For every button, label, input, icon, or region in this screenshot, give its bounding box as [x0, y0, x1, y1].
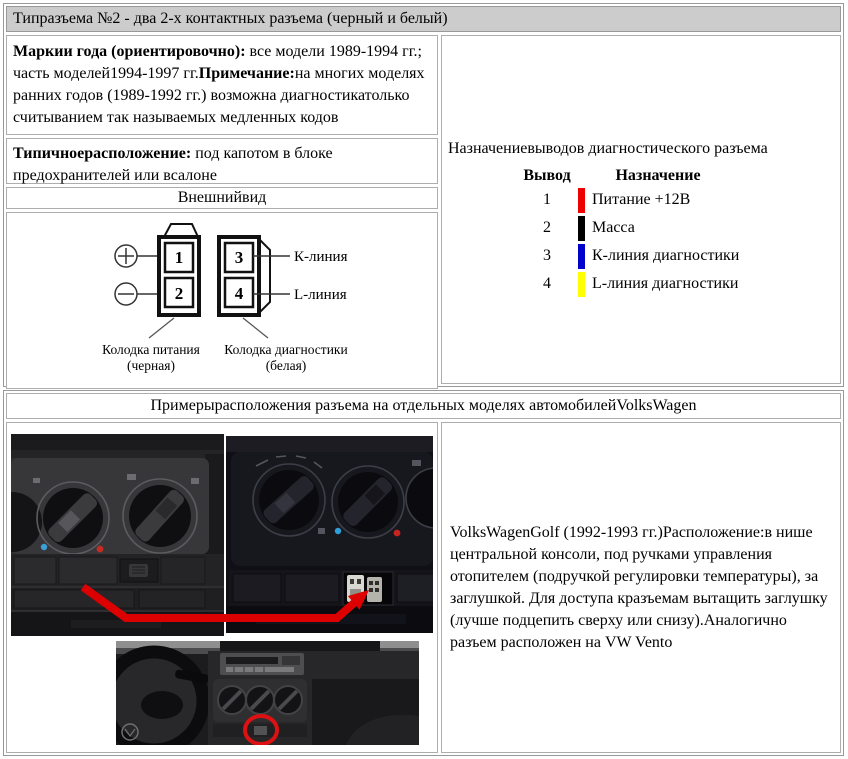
pinout-purpose: К-линия диагностики	[592, 247, 740, 264]
pin2-number: 2	[174, 284, 184, 303]
pinout-purpose: Питание +12В	[592, 191, 691, 208]
wire-color-chip	[578, 216, 585, 241]
golf-description-cell	[441, 422, 841, 753]
pinout-pin-number: 2	[543, 219, 551, 236]
pin1-number: 1	[174, 248, 184, 267]
power-block-leader	[149, 318, 174, 338]
models-years-text: все модели 1989-1994 гг.; часть моделей1994-1997 гг.	[13, 43, 422, 82]
pinout-row	[516, 214, 766, 242]
wire-color-chip	[578, 272, 585, 297]
red-arrow	[7, 423, 438, 753]
power-block-label-1: Колодка питания	[102, 342, 200, 357]
connector-diagram	[7, 213, 437, 383]
section-header-bar: Типразъема №2 - два 2-х контактных разъема (черный и белый)	[6, 6, 841, 32]
diagnostic-connector-drawing	[219, 237, 270, 315]
examples-section	[3, 390, 844, 756]
pinout-col-pin: Вывод	[523, 167, 571, 184]
appearance-header-cell: Внешнийвид	[6, 187, 438, 209]
connector-type-section	[3, 3, 844, 387]
pinout-cell	[441, 35, 841, 384]
diag-block-label-2: (белая)	[265, 358, 307, 373]
pinout-purpose: L-линия диагностики	[592, 275, 739, 292]
wire-color-chip	[578, 188, 585, 213]
typical-location-cell	[6, 138, 438, 184]
k-line-label: К-линия	[294, 249, 348, 265]
diag-block-label-1: Колодка диагностики	[224, 342, 348, 357]
golf-description-text: VolksWagenGolf (1992-1993 гг.)Расположение:в нише центральной консоли, под ручками управления отопителем (подручкой регулировки температуры), за заглушкой. Для доступа кразъемам вытащить заглушку (лучше подцепить сверху или снизу).Аналогично разъем расположен на VW Vento	[450, 523, 828, 651]
pinout-row	[516, 270, 766, 298]
note-label: Примечание:	[198, 65, 295, 82]
pinout-col-purpose: Назначение	[615, 167, 701, 184]
pinout-purpose: Масса	[592, 219, 635, 236]
minus-icon	[115, 283, 137, 305]
models-years-cell	[6, 35, 438, 135]
connector-diagram-cell	[6, 212, 438, 389]
wire-color-chip	[578, 244, 585, 269]
pinout-row	[516, 242, 766, 270]
plus-icon	[115, 245, 137, 267]
pinout-pin-number: 3	[543, 247, 551, 264]
pinout-title: Назначениевыводов диагностического разъема	[448, 140, 768, 157]
power-connector-drawing	[159, 224, 199, 315]
pin4-number: 4	[234, 284, 244, 303]
diag-block-leader	[243, 318, 268, 338]
typical-location-text: под капотом в блоке предохранителей или всалоне	[13, 145, 333, 184]
examples-header: Примерырасположения разъема на отдельных моделях автомобилейVolksWagen	[6, 393, 841, 419]
pinout-header-row	[516, 166, 766, 186]
photos-cell	[6, 422, 438, 753]
pin3-number: 3	[234, 248, 244, 267]
pinout-pin-number: 1	[543, 191, 551, 208]
l-line-label: L-линия	[294, 287, 347, 303]
pinout-pin-number: 4	[543, 275, 551, 292]
typical-location-label: Типичноерасположение:	[13, 145, 192, 162]
note-text: на многих моделях ранних годов (1989-1992 гг.) возможна диагностикатолько считыванием так называемых медленных кодов	[13, 65, 425, 126]
pinout-row	[516, 186, 766, 214]
pinout-table	[516, 166, 766, 298]
power-block-label-2: (черная)	[127, 358, 175, 373]
models-years-label: Маркии года (ориентировочно):	[13, 43, 246, 60]
